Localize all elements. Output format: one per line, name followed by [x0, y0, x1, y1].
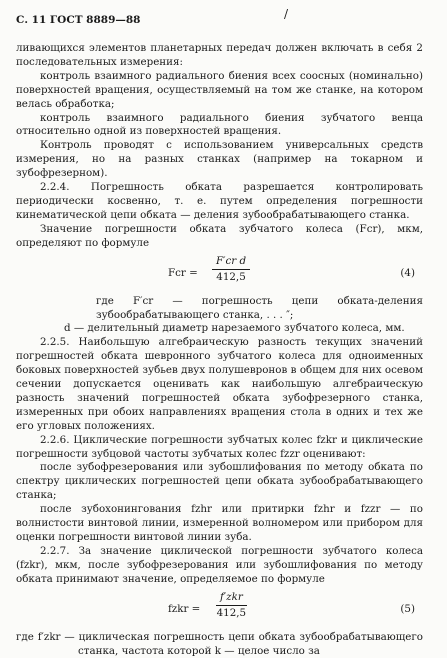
- formula-lhs: Fсr =: [168, 266, 198, 279]
- paragraph: Контроль проводят с использованием универсальных средств измерения, но на разных станках (например на токарном и зубофрезерном).: [16, 139, 423, 180]
- formula-5: [16, 591, 423, 629]
- formula-number: (5): [400, 602, 415, 615]
- formula-denominator: 412,5: [216, 606, 247, 619]
- page-header: [16, 7, 423, 28]
- paragraph: контроль взаимного радиального биения всех соосных (номинально) поверхностей вращения, осуществляемый на том же станке, на котором велась обработка;: [16, 69, 423, 110]
- paragraph: 2.2.6. Циклические погрешности зубчатых колес fzkr и циклические погрешности зубцовой частоты зубчатых колес fzzr оценивают:: [16, 433, 423, 460]
- definition-item: d — делительный диаметр нарезаемого зубчатого колеса, мм.: [64, 322, 405, 335]
- formula-lhs: fzkr =: [168, 602, 201, 615]
- paragraph: 2.2.4. Погрешность обката разрешается контролировать периодически косвенно, т. е. путем определения погрешности кинематической цепи обката — деления зубообрабатывающего станка.: [16, 181, 423, 221]
- definition-item: где f′zkr — циклическая погрешность цепи обката зубообрабатывающего станка, частота которой k — целое число за: [16, 630, 423, 657]
- formula-numerator: f′zkr: [216, 591, 247, 606]
- formula-numerator: F′сr d: [212, 255, 250, 270]
- definition-item: где F′сr — погрешность цепи обката-деления зубообрабатывающего станка, . . . ″;: [96, 294, 423, 321]
- paragraph: 2.2.7. За значение циклической погрешности зубчатого колеса (fzkr), мкм, после зубофрезерования или зубошлифования по методу обката принимают значение, определяемое по формуле: [16, 544, 423, 585]
- formula-denominator: 412,5: [216, 270, 246, 283]
- paragraph: после зубохонингования fzhr или притирки fzhr и fzzr — по волнистости винтовой линии, измеренной волномером или прибором для оценки погрешности винтовой линии зуба.: [16, 503, 423, 543]
- paragraph: ливающихся элементов планетарных передач должен включать в себя 2 последовательных измерения:: [16, 42, 423, 68]
- paragraph: контроль взаимного радиального биения зубчатого венца относительно одной из поверхностей вращения.: [16, 111, 423, 138]
- definitions: [16, 295, 423, 337]
- margin-mark: /: [284, 7, 289, 21]
- formula-number: (4): [400, 266, 415, 279]
- header-title: С. 11 ГОСТ 8889—88: [16, 14, 141, 26]
- formula-fraction: [212, 255, 250, 285]
- paragraph: после зубофрезерования или зубошлифования по методу обката по спектру циклических погрешностей цепи обката зубообрабатывающего станка;: [16, 461, 423, 502]
- document-page: [16, 7, 423, 658]
- paragraph: 2.2.5. Наибольшую алгебраическую разность текущих значений погрешностей обката шевронного зубчатого колеса для одноименных боковых поверхностей зубьев двух полушевронов в общем для них осевом сечении допускается оценивать как наибольшую алгебраическую разность значений погрешностей обката зубофрезерного станка, измеренных при обоих направлениях вращения стола в одних и тех же его угловых положениях.: [16, 336, 423, 432]
- paragraph: Значение погрешности обката зубчатого колеса (Fсr), мкм, определяют по формуле: [16, 222, 423, 249]
- formula-4: [16, 255, 423, 293]
- formula-fraction: [216, 591, 247, 621]
